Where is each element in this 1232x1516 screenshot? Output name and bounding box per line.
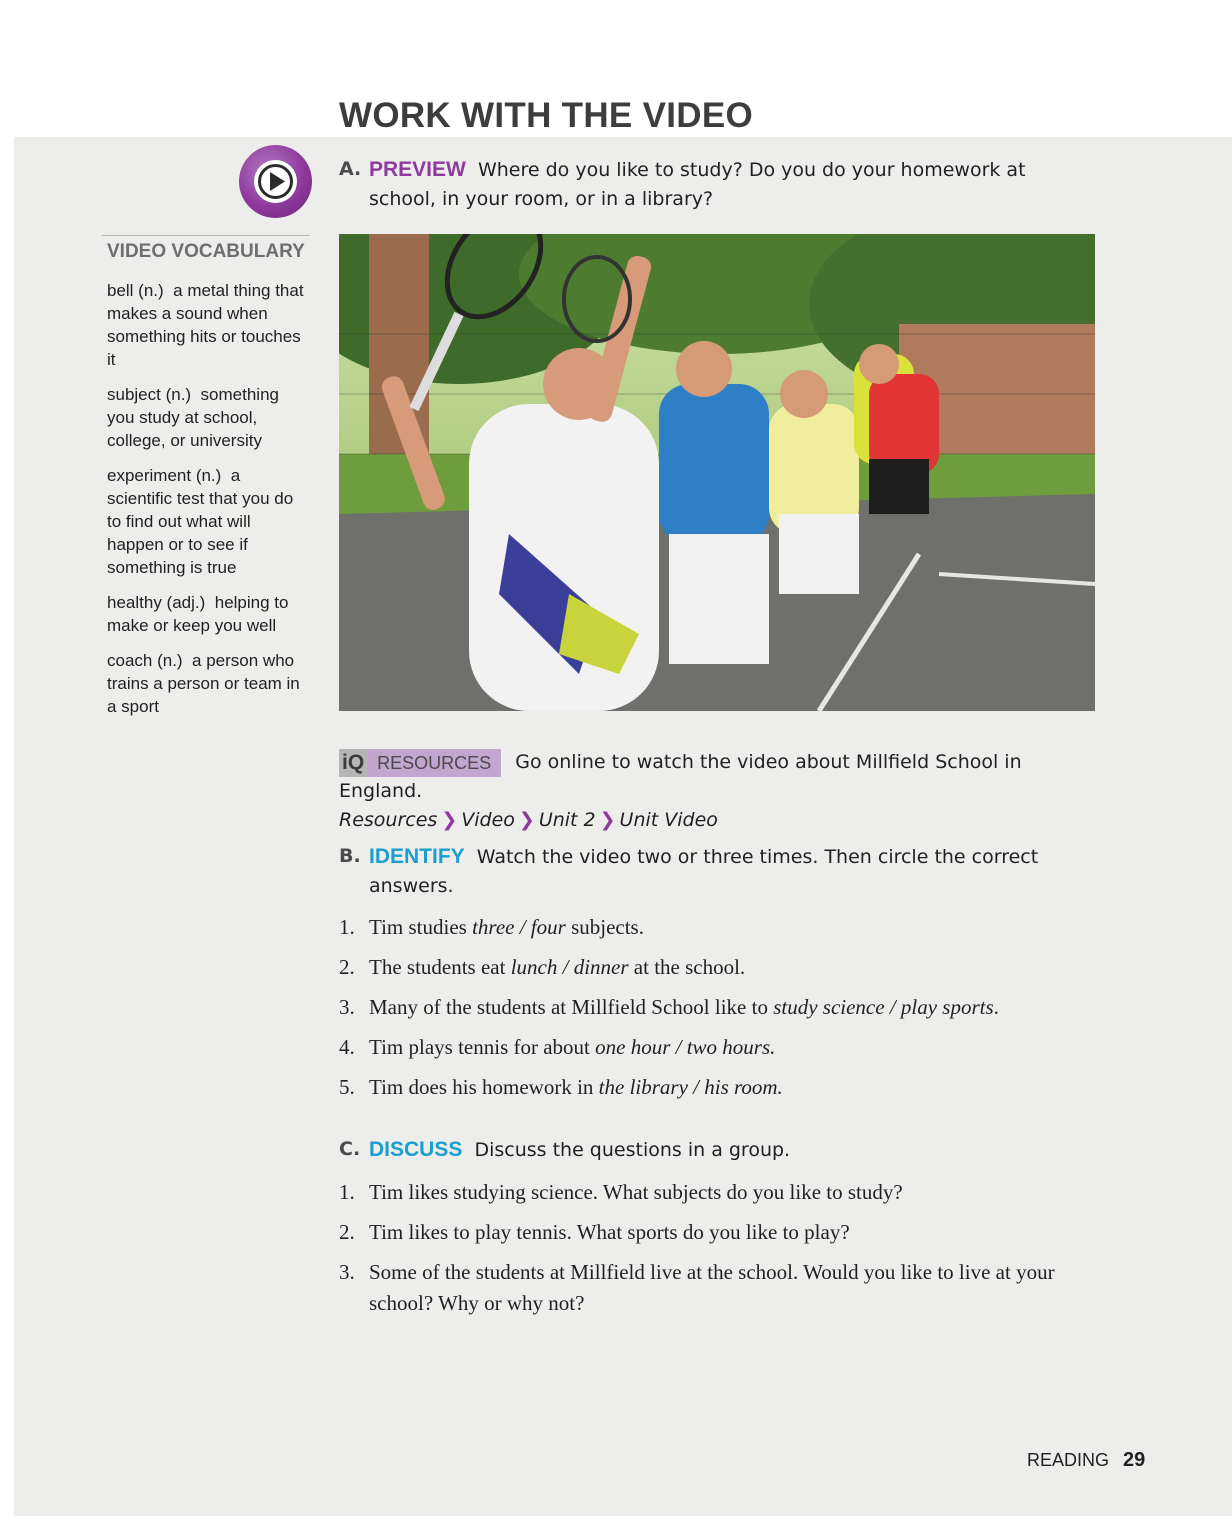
- tennis-photo-illustration: [339, 234, 1095, 711]
- item-number: 3.: [339, 995, 355, 1019]
- answer-choice[interactable]: study science / play sports: [773, 995, 994, 1019]
- item-text: Tim likes to play tennis. What sports do you like to play?: [369, 1220, 850, 1244]
- resources-tag: RESOURCES: [367, 749, 501, 777]
- sidebar-divider: [102, 235, 310, 236]
- list-item: [339, 912, 1099, 943]
- item-text: Tim studies: [369, 915, 473, 939]
- item-number: 4.: [339, 1035, 355, 1059]
- answer-choice[interactable]: three / four: [472, 915, 566, 939]
- video-vocabulary-sidebar: [102, 235, 310, 730]
- vocab-term: subject (n.): [107, 385, 192, 404]
- iq-logo: iQ: [339, 749, 367, 777]
- item-text: Tim plays tennis for about: [369, 1035, 596, 1059]
- tennis-players-photo: [339, 234, 1095, 711]
- vocab-term: bell (n.): [107, 281, 164, 300]
- vocab-definition: a scientific test that you do to find out what will happen or to see if something is true: [107, 466, 294, 577]
- list-item: [339, 1072, 1099, 1103]
- item-number: 5.: [339, 1075, 355, 1099]
- path-item[interactable]: Unit Video: [619, 809, 718, 831]
- vocab-entry: [107, 279, 310, 371]
- item-text: at the school.: [628, 955, 746, 979]
- item-text: subjects.: [565, 915, 644, 939]
- resources-text: Go online to watch the video about Millfield School in England.: [339, 751, 1022, 802]
- vocab-entry: [107, 591, 310, 637]
- section-b-identify: [339, 842, 1079, 901]
- iq-resources-badge[interactable]: [339, 749, 501, 777]
- section-letter: C.: [339, 1138, 361, 1160]
- item-text: Some of the students at Millfield live at the school. Would you like to live at your school? Why or why not?: [369, 1260, 1055, 1315]
- chevron-right-icon: ❯: [518, 809, 535, 831]
- item-number: 1.: [339, 1180, 355, 1204]
- vocab-definition: helping to make or keep you well: [107, 593, 289, 635]
- section-keyword: DISCUSS: [369, 1138, 463, 1161]
- item-number: 2.: [339, 1220, 355, 1244]
- item-text: Many of the students at Millfield School like to: [369, 995, 774, 1019]
- item-number: 1.: [339, 915, 355, 939]
- item-text: .: [993, 995, 999, 1019]
- path-item[interactable]: Unit 2: [538, 809, 596, 831]
- path-item[interactable]: Resources: [339, 809, 438, 831]
- section-a-preview: [339, 155, 1079, 214]
- list-item: [339, 1032, 1099, 1063]
- list-item: [339, 1217, 1099, 1248]
- item-text: The students eat: [369, 955, 511, 979]
- answer-choice[interactable]: the library / his room.: [598, 1075, 783, 1099]
- video-play-button[interactable]: [239, 145, 312, 218]
- list-item: [339, 1177, 1099, 1208]
- section-letter: B.: [339, 845, 361, 867]
- sidebar-heading: VIDEO VOCABULARY: [107, 241, 305, 262]
- page-number: 29: [1123, 1449, 1146, 1471]
- vocab-entry: [107, 383, 310, 452]
- list-item: [339, 952, 1099, 983]
- item-number: 2.: [339, 955, 355, 979]
- section-keyword: PREVIEW: [369, 158, 466, 181]
- resources-path: [339, 806, 1099, 835]
- section-instruction: Discuss the questions in a group.: [474, 1139, 791, 1161]
- play-icon: [254, 160, 297, 203]
- identify-list: [339, 912, 1099, 1103]
- list-item: [339, 1257, 1099, 1319]
- section-instruction: Where do you like to study? Do you do your homework at school, in your room, or in a library?: [369, 159, 1026, 210]
- answer-choice[interactable]: lunch / dinner: [510, 955, 629, 979]
- section-instruction: Watch the video two or three times. Then circle the correct answers.: [369, 846, 1039, 897]
- chevron-right-icon: ❯: [599, 809, 616, 831]
- page-footer: [1027, 1449, 1145, 1472]
- vocab-definition: a person who trains a person or team in a sport: [107, 651, 300, 716]
- footer-section: READING: [1027, 1450, 1110, 1470]
- page-title: WORK WITH THE VIDEO: [339, 96, 754, 135]
- section-letter: A.: [339, 158, 362, 180]
- path-item[interactable]: Video: [461, 809, 515, 831]
- vocab-definition: a metal thing that makes a sound when something hits or touches it: [107, 281, 304, 369]
- item-number: 3.: [339, 1260, 355, 1284]
- vocab-term: healthy (adj.): [107, 593, 206, 612]
- item-text: Tim likes studying science. What subjects do you like to study?: [369, 1180, 903, 1204]
- section-keyword: IDENTIFY: [369, 845, 465, 868]
- resources-callout: [339, 748, 1099, 835]
- list-item: [339, 992, 1099, 1023]
- vocab-entry: [107, 649, 310, 718]
- answer-choice[interactable]: one hour / two hours.: [595, 1035, 776, 1059]
- section-c-discuss: [339, 1135, 1079, 1165]
- vocab-term: coach (n.): [107, 651, 183, 670]
- chevron-right-icon: ❯: [441, 809, 458, 831]
- vocab-definition: something you study at school, college, or university: [107, 385, 279, 450]
- vocab-entry: [107, 464, 310, 579]
- vocab-term: experiment (n.): [107, 466, 222, 485]
- item-text: Tim does his homework in: [369, 1075, 599, 1099]
- discuss-list: [339, 1177, 1099, 1319]
